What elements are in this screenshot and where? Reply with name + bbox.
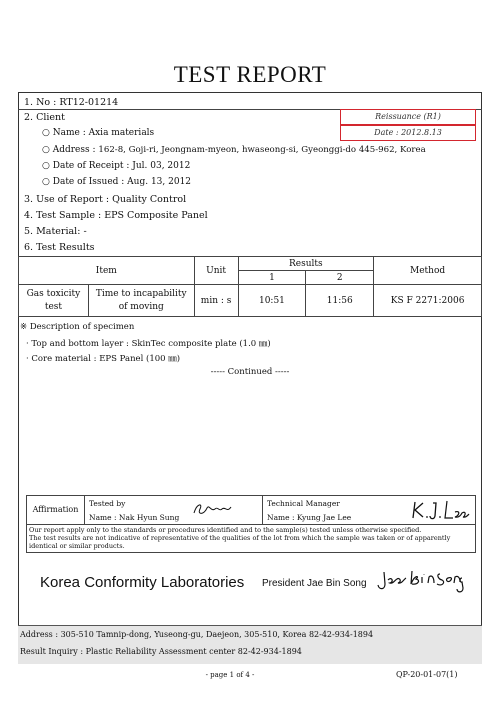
method-cell: KS F 2271:2006 xyxy=(374,285,482,317)
report-number-label: 1. No xyxy=(24,97,51,108)
test-sample-value: EPS Composite Panel xyxy=(104,210,208,221)
client-address-value: 162-8, Goji-ri, Jeongnam-myeon, hwaseong-si, Gyeonggi-do 445-962, Korea xyxy=(98,145,426,155)
client-label: 2. Client xyxy=(24,112,65,123)
tested-by-cell xyxy=(85,496,263,524)
disclaimer-line: Our report apply only to the standards or procedures identified and to the sample(s) tested unless otherwise specified. xyxy=(29,526,422,534)
item-cell xyxy=(19,285,89,317)
result-2-cell: 11:56 xyxy=(306,285,374,317)
description-bullet xyxy=(26,337,271,349)
client-name-value: Axia materials xyxy=(88,128,155,138)
tested-by-label: Tested by xyxy=(89,499,126,508)
affirmation-label: Affirmation xyxy=(27,496,85,524)
receipt-date-row: ○ Date of Receipt : Jul. 03, 2012 xyxy=(42,161,191,171)
description-bullet-text: Top and bottom layer : SkinTec composite plate (1.0 ㎜) xyxy=(31,339,271,349)
material-row: 5. Material: - xyxy=(24,226,87,237)
use-of-report-row: 3. Use of Report : Quality Control xyxy=(24,194,187,205)
address-line: Address : 305-510 Tamnip-dong, Yuseong-gu, Daejeon, 305-510, Korea 82-42-934-1894 xyxy=(20,630,374,639)
description-heading: Description of specimen xyxy=(29,322,135,332)
bullet-icon: ○ xyxy=(42,177,50,187)
tester-signature xyxy=(191,499,235,519)
lab-name: Korea Conformity Laboratories xyxy=(40,574,245,591)
tester-name: Name : Nak Hyun Sung xyxy=(89,513,180,522)
test-sample-label: 4. Test Sample xyxy=(24,210,95,221)
subitem-text: of moving xyxy=(118,301,164,312)
use-of-report-label: 3. Use of Report xyxy=(24,194,103,205)
disclaimer-line: The test results are not indicative of representative of the qualities of the lot from which the sample was taken or of apparently xyxy=(29,534,451,542)
continued-marker: ----- Continued ----- xyxy=(210,367,290,377)
results-table xyxy=(18,256,482,317)
table-row xyxy=(19,285,482,317)
client-address-label: Address xyxy=(52,145,90,155)
inquiry-line: Result Inquiry : Plastic Reliability Assessment center 82-42-934-1894 xyxy=(20,647,302,656)
material-label: 5. Material xyxy=(24,226,78,237)
result-col-2: 2 xyxy=(306,271,374,285)
receipt-date-value: Jul. 03, 2012 xyxy=(132,161,191,171)
material-value: - xyxy=(83,226,87,237)
tech-manager-label: Technical Manager xyxy=(267,499,340,508)
tech-manager-cell xyxy=(263,496,475,524)
affirmation-box xyxy=(26,495,476,525)
reissuance-box: Reissuance (R1) xyxy=(340,109,476,125)
issued-date-label: Date of Issued xyxy=(52,177,119,187)
document-code: QP-20-01-07(1) xyxy=(396,670,458,679)
issued-date-row: ○ Date of Issued : Aug. 13, 2012 xyxy=(42,177,192,187)
description-heading-row xyxy=(20,322,134,332)
bullet-icon: ○ xyxy=(42,128,50,138)
result-col-1: 1 xyxy=(238,271,306,285)
client-name-label: Name xyxy=(52,128,80,138)
president-signature xyxy=(376,566,466,596)
report-number-value: RT12-01214 xyxy=(59,97,119,108)
reference-mark-icon: ※ xyxy=(20,322,28,332)
use-of-report-value: Quality Control xyxy=(112,194,187,205)
item-text: test xyxy=(44,301,63,312)
item-text: Gas toxicity xyxy=(26,288,81,299)
description-bullet-text: Core material : EPS Panel (100 ㎜) xyxy=(31,354,181,364)
subitem-cell xyxy=(88,285,194,317)
test-results-label: 6. Test Results xyxy=(24,242,95,253)
description-bullet xyxy=(26,352,180,364)
method-header: Method xyxy=(374,257,482,285)
results-header: Results xyxy=(238,257,374,271)
bullet-icon: · xyxy=(26,354,29,364)
disclaimer xyxy=(26,525,476,553)
result-1-cell: 10:51 xyxy=(238,285,306,317)
bullet-icon: ○ xyxy=(42,145,50,155)
report-title: TEST REPORT xyxy=(173,62,327,87)
report-number-row: 1. No : RT12-01214 xyxy=(24,97,119,108)
item-header: Item xyxy=(19,257,195,285)
president-name: President Jae Bin Song xyxy=(262,578,367,589)
bullet-icon: · xyxy=(26,339,29,349)
receipt-date-label: Date of Receipt xyxy=(52,161,124,171)
manager-name: Name : Kyung Jae Lee xyxy=(267,513,352,522)
unit-cell: min : s xyxy=(194,285,238,317)
reissuance-date-box: Date : 2012.8.13 xyxy=(340,125,476,141)
client-name-row: ○ Name : Axia materials xyxy=(42,128,155,138)
issued-date-value: Aug. 13, 2012 xyxy=(127,177,192,187)
subitem-text: Time to incapability xyxy=(95,288,187,299)
disclaimer-line: identical or similar products. xyxy=(29,542,125,550)
unit-header: Unit xyxy=(194,257,238,285)
page-number: - page 1 of 4 - xyxy=(205,671,255,679)
bullet-icon: ○ xyxy=(42,161,50,171)
test-sample-row: 4. Test Sample : EPS Composite Panel xyxy=(24,210,208,221)
client-address-row: ○ Address : 162-8, Goji-ri, Jeongnam-myeon, hwaseong-si, Gyeonggi-do 445-962, Korea xyxy=(42,145,426,155)
manager-signature xyxy=(409,498,471,522)
contact-footer xyxy=(18,625,482,664)
